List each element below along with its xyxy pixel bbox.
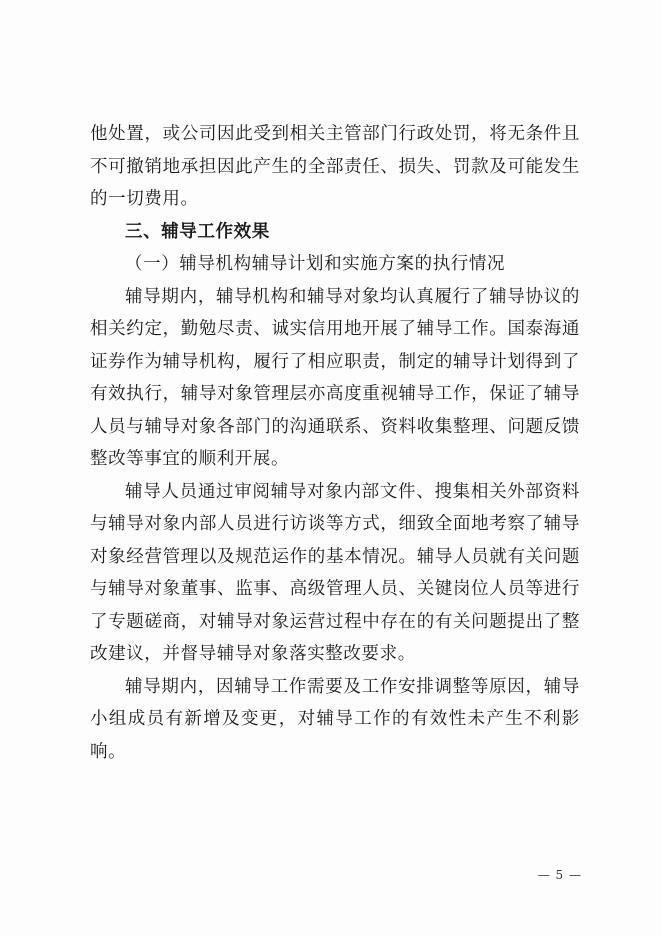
page-number: — 5 — [537,868,582,882]
paragraph-continuation: 他处置，或公司因此受到相关主管部门行政处罚，将无条件且不可撤销地承担因此产生的全部责任、损失、罚款及可能发生的一切费用。 [90,124,580,209]
paragraph-2: 辅导人员通过审阅辅导对象内部文件、搜集相关外部资料与辅导对象内部人员进行访谈等方式，细致全面地考察了辅导对象经营管理以及规范运作的基本情况。辅导人员就有关问题与辅导对象董事、监事、高级管理人员、关键岗位人员等进行了专题磋商，对辅导对象运营过程中存在的有关问题提出了整改建议，并督导辅导对象落实整改要求。 [90,481,580,664]
subsection-heading: （一）辅导机构辅导计划和实施方案的执行情况 [125,254,506,274]
paragraph-3: 辅导期内，因辅导工作需要及工作安排调整等原因，辅导小组成员有新增及变更，对辅导工作的有效性未产生不利影响。 [90,676,580,762]
paragraph-1: 辅导期内，辅导机构和辅导对象均认真履行了辅导协议的相关约定，勤勉尽责、诚实信用地开展了辅导工作。国泰海通证券作为辅导机构，履行了相应职责，制定的辅导计划得到了有效执行，辅导对象管理层亦高度重视辅导工作，保证了辅导人员与辅导对象各部门的沟通联系、资料收集整理、问题反馈整改等事宜的顺利开展。 [90,286,580,469]
document-body [90,118,580,768]
section-heading: 三、辅导工作效果 [125,221,270,242]
